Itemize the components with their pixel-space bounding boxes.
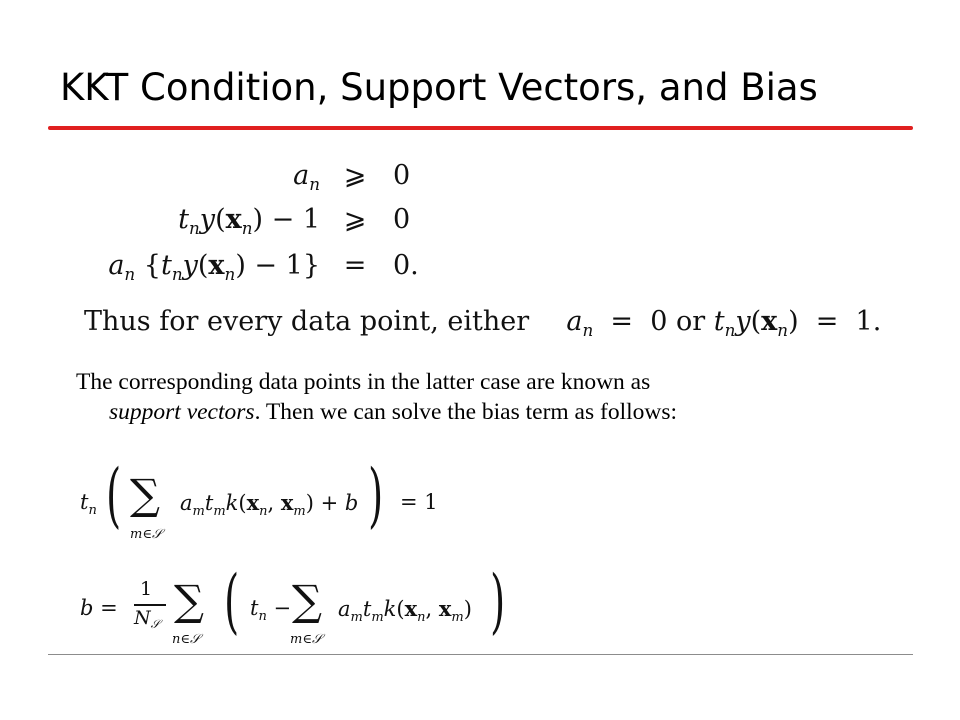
kkt-row-2-lhs: $t_ny(x_n) - 1$: [178, 204, 320, 238]
slide-title: KKT Condition, Support Vectors, and Bias: [60, 66, 818, 109]
kkt-row-1-rhs: 0: [393, 160, 411, 191]
kkt-row-1-lhs: $a_n$: [293, 160, 320, 194]
kkt-row-3-lhs: $a_n$ $\{t_ny(x_n) - 1\}$: [108, 250, 320, 284]
kkt-row-2-rhs: 0: [393, 204, 411, 235]
thus-or: or: [675, 306, 706, 337]
thus-text: Thus for every data point, either: [84, 306, 530, 337]
bottom-divider: [48, 654, 913, 655]
kkt-row-3-rhs: 0.: [393, 250, 419, 281]
explanation-paragraph: [76, 367, 916, 427]
kkt-row-3-rel: =: [343, 250, 367, 281]
thus-line: Thus for every data point, either $a_n = 0$ or $t_ny(x_n) = 1$.: [84, 306, 882, 340]
title-divider: [48, 126, 913, 130]
support-vectors-term: support vectors: [109, 399, 255, 425]
paragraph-line-1: The corresponding data points in the latter case are known as: [76, 369, 651, 395]
paragraph-line-2: . Then we can solve the bias term as follows:: [254, 399, 678, 425]
kkt-row-1-rel: ⩾: [343, 160, 367, 191]
kkt-row-2-rel: ⩾: [343, 204, 367, 235]
